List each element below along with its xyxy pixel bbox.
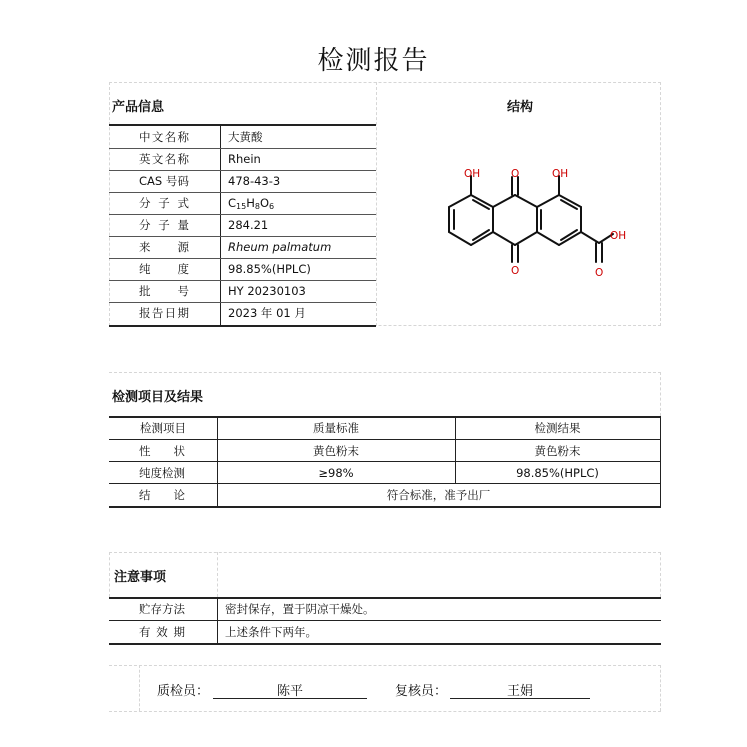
structure-label-oh-left: OH: [464, 168, 481, 180]
product-row-label: 英文名称: [139, 152, 189, 166]
results-row-item: 纯度检测: [139, 466, 185, 480]
notes-section: [109, 552, 661, 647]
conclusion-value: 符合标准，准予出厂: [386, 488, 491, 502]
notes-row-label: 有 效 期: [139, 625, 185, 639]
results-row-result: 98.85%(HPLC): [516, 466, 599, 480]
structure-label-cooh-o: O: [595, 267, 604, 279]
results-header-item: 检测项目: [140, 421, 186, 435]
notes-row-label: 贮存方法: [139, 602, 185, 616]
product-info-section: [109, 82, 661, 326]
product-row-value: 2023 年 01 月: [228, 306, 306, 320]
results-section: [109, 372, 661, 508]
results-header-result: 检测结果: [534, 421, 581, 435]
inspector-name: 陈平: [276, 684, 303, 699]
results-row-result: 黄色粉末: [534, 444, 581, 458]
product-row-label: 纯 度: [139, 262, 189, 276]
product-row-value: HY 20230103: [228, 284, 306, 298]
results-row-standard: 黄色粉末: [313, 444, 359, 458]
report-title: 检测报告: [317, 46, 430, 76]
results-title: 检测项目及结果: [112, 390, 204, 405]
product-row-value: Rhein: [228, 152, 261, 166]
product-row-label: 报告日期: [139, 306, 189, 320]
structure-title: 结构: [507, 100, 534, 115]
results-header-standard: 质量标准: [313, 421, 359, 435]
results-row-item: 性 状: [139, 444, 185, 458]
signature-section: [109, 665, 661, 713]
product-row-value: Rheum palmatum: [228, 240, 332, 254]
inspector-label: 质检员：: [157, 684, 210, 699]
product-row-label: 分 子 式: [139, 196, 189, 210]
reviewer-label: 复核员：: [395, 684, 448, 699]
product-info-title: 产品信息: [112, 100, 165, 115]
product-row-label: CAS 号码: [139, 174, 189, 188]
product-row-label: 分 子 量: [139, 218, 189, 232]
notes-row-value: 密封保存，置于阴凉干燥处。: [225, 602, 375, 616]
structure-label-o-top: O: [511, 168, 520, 180]
product-row-label: 批 号: [139, 284, 189, 298]
product-row-value: 98.85%(HPLC): [228, 262, 311, 276]
structure-label-cooh-oh: OH: [610, 230, 627, 242]
product-row-value: 284.21: [228, 218, 269, 232]
notes-title: 注意事项: [114, 570, 167, 585]
reviewer-name: 王娟: [506, 684, 533, 699]
conclusion-label: 结 论: [139, 488, 185, 502]
product-row-value: 478-43-3: [228, 174, 281, 188]
product-row-value: $C_{15}H_8O_6$: [228, 196, 275, 211]
results-row-standard: ≥98%: [318, 466, 354, 480]
product-row-label: 中文名称: [139, 130, 189, 144]
product-row-label: 来 源: [139, 240, 189, 254]
structure-label-o-bottom: O: [511, 265, 520, 277]
structure-label-oh-right: OH: [552, 168, 569, 180]
product-row-value: 大黄酸: [228, 130, 263, 144]
notes-row-value: 上述条件下两年。: [225, 625, 317, 639]
